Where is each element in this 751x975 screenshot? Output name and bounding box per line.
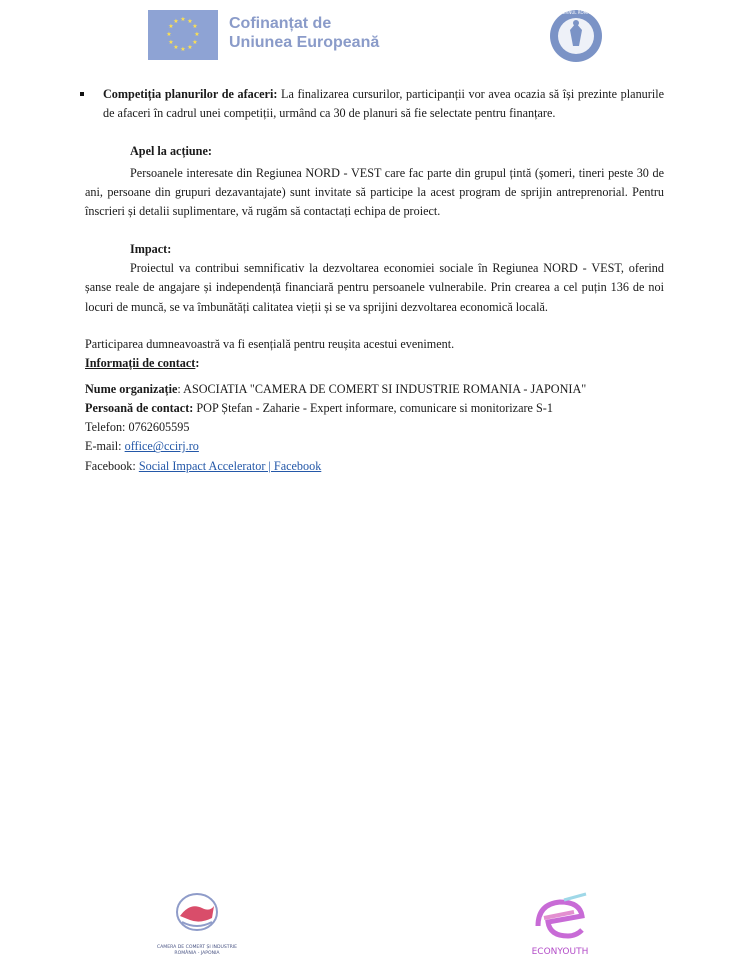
svg-text:★: ★ <box>187 44 193 51</box>
email-link[interactable]: office@ccirj.ro <box>124 439 199 454</box>
bullet-text: La finalizarea cursurilor, participanții vor avea ocazia să își prezinte planurile de afaceri în cadrul unei competiții, urmând ca 30 de planuri să fie selectate pentru finanțare. <box>103 87 664 121</box>
bullet-business-plan-competition <box>85 85 664 124</box>
econyouth-logo <box>524 890 596 960</box>
impact-text: Proiectul va contribui semnificativ la dezvoltarea economiei sociale în Regiunea NORD - VEST, oferind șanse reale de angajare și independență financiară pentru persoanele vulnerabile. Prin crearea a cel puțin 136 de noi locuri de muncă, se va îmbunătăți calitatea vieții și se va sprijini dezvoltarea economică locală. <box>85 261 664 314</box>
contact-organization <box>85 380 664 399</box>
contact-heading-text: Informații de contact <box>85 356 196 371</box>
eu-flag-logo <box>148 10 218 60</box>
document-body <box>85 85 664 476</box>
romanian-government-seal <box>548 8 604 64</box>
svg-text:★: ★ <box>180 16 186 23</box>
svg-text:★: ★ <box>187 18 193 25</box>
svg-text:★: ★ <box>180 46 186 53</box>
svg-text:★: ★ <box>194 31 200 38</box>
svg-text:★: ★ <box>166 31 172 38</box>
call-to-action-text: Persoanele interesate din Regiunea NORD - VEST care fac parte din grupul țintă (șomeri, tineri peste 30 de ani, persoane din grupuri dezavantajate) sunt invitate să participe la acest program de sprijin antreprenorial. Pentru înscrieri și detalii suplimentare, vă rugăm să contactați echipa de proiect. <box>85 165 664 219</box>
impact-title: Impact: <box>130 241 172 256</box>
org-value: : ASOCIATIA "CAMERA DE COMERT SI INDUSTRIE ROMANIA - JAPONIA" <box>177 381 587 396</box>
eu-stars-icon <box>163 15 203 55</box>
svg-text:★: ★ <box>168 23 174 30</box>
econyouth-name: ECONYOUTH <box>531 947 589 957</box>
eu-line-1: Cofinanțat de <box>229 15 332 32</box>
ccirj-line-2: ROMÂNIA - JAPONIA <box>174 951 220 956</box>
contact-email <box>85 437 664 456</box>
ccirj-line-1: CAMERA DE COMERT ȘI INDUSTRIE <box>156 945 238 950</box>
org-label: Nume organizație <box>85 381 178 396</box>
svg-text:★: ★ <box>173 44 179 51</box>
contact-phone: Telefon: 0762605595 <box>85 420 190 435</box>
contact-heading <box>85 354 664 373</box>
call-to-action-title: Apel la acțiune: <box>130 143 212 158</box>
email-label: E-mail: <box>85 439 125 454</box>
bullet-label: Competiția planurilor de afaceri: <box>103 87 278 101</box>
svg-text:★: ★ <box>168 39 174 46</box>
ccirj-logo <box>150 888 244 960</box>
person-label: Persoană de contact: <box>85 400 194 415</box>
eu-cofunding-label <box>229 14 379 52</box>
participation-text: Participarea dumneavoastră va fi esențială pentru reușita acestui eveniment. <box>85 336 455 351</box>
square-bullet-icon <box>80 92 84 96</box>
contact-person <box>85 399 664 418</box>
svg-text:★: ★ <box>173 18 179 25</box>
facebook-link[interactable]: Social Impact Accelerator | Facebook <box>138 458 322 473</box>
seal-text: GUVERNUL ROMÂNIEI <box>554 10 598 15</box>
svg-text:★: ★ <box>192 39 198 46</box>
svg-text:★: ★ <box>192 23 198 30</box>
contact-heading-colon: : <box>195 356 200 371</box>
eu-line-2: Uniunea Europeană <box>229 34 380 51</box>
contact-facebook <box>85 457 664 476</box>
person-value: POP Ștefan - Zaharie - Expert informare, comunicare si monitorizare S-1 <box>193 400 553 415</box>
facebook-label: Facebook: <box>85 458 139 473</box>
